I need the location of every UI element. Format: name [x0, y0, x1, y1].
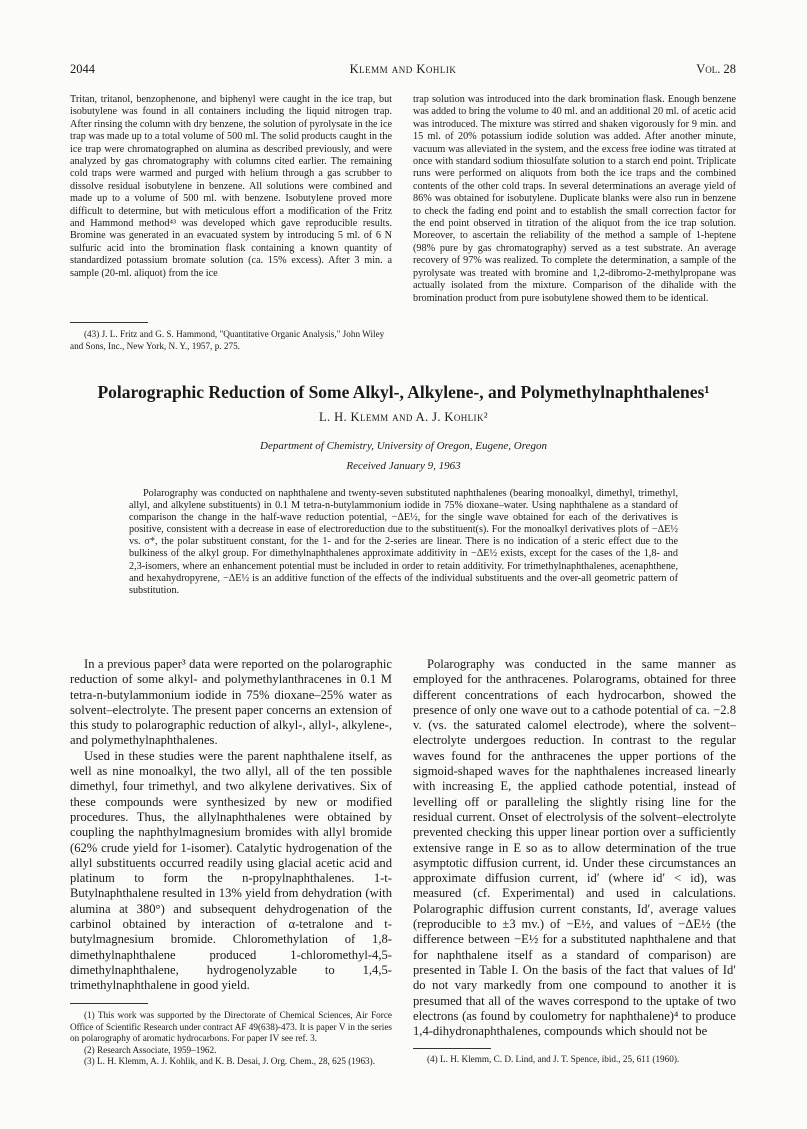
footnote-divider-top: [70, 322, 148, 323]
footnote-2: (2) Research Associate, 1959–1962.: [84, 1044, 217, 1055]
body-paragraph: Polarography was conducted in the same manner as employed for the anthracenes. Polarograms, obtained for three different concentrations of each hydrocarbon, showed the presence of only one wave out to a cathode potential of ca. −2.8 v. (vs. the saturated calomel electrode), where the solvent–electrolyte undergoes reduction. In contrast to the regular waves found for the anthracenes the upper portions of the sigmoid-shaped waves for the naphthalenes increased linearly with increasing E, the applied cathode potential, instead of levelling off or paralleling the slightly rising line for the residual current. Onset of electrolysis of the solvent–electrolyte prevented checking this upper linear portion over a sufficiently extensive range in E so as to allow determination of the true asymptotic diffusion current, id. Under these circumstances an approximate diffusion current, id′ (where id′ < id), was measured (cf. Experimental) and used in calculations. Polarographic diffusion current constants, Id′, average values (reproducible to ±3 mv.) of −E½, and values of −ΔE½ (the difference between −E½ for a substituted naphthalene and that for naphthalene itself as a standard of comparison) are presented in Table I. On the basis of the fact that values of Id′ do not vary markedly from one compound to another it is presumed that all of the waves correspond to the uptake of two electrons (as found by coulometry for naphthalene)⁴ to produce 1,4-dihydronaphthalenes, compounds which should not be: [413, 657, 736, 1039]
running-head: [70, 62, 736, 80]
abstract: [129, 488, 678, 597]
article-title: Polarographic Reduction of Some Alkyl-, Alkylene-, and Polymethylnaphthalenes¹: [97, 382, 710, 402]
footnote-43-text: (43) J. L. Fritz and G. S. Hammond, "Quantitative Organic Analysis," John Wiley and Sons, Inc., New York, N. Y., 1957, p. 275.: [70, 329, 385, 351]
prev-article-paragraph-right: trap solution was introduced into the dark bromination flask. Enough benzene was added to bring the volume to 40 ml. and an additional 20 ml. of acetic acid was introduced. The mixture was stirred and shaken vigorously for 9 min. and 15 ml. of 20% potassium iodide solution was added. After another minute, vacuum was alleviated in the system, and the excess free iodine was titrated at once with standard sodium thiosulfate solution to a starch end point. Triplicate runs were performed on aliquots from both the ice traps and the combined contents of the other cold traps. In several determinations an average yield of 86% was obtained for isobutylene. Duplicate blanks were also run in benzene to check the fading end point and to establish the small correction factor for the end point observed in titration of the aliquot from the ice trap solution. Moreover, to ascertain the reliability of the method a sample of 1-heptene (98% pure by gas chromatography) served as a test substrate. An average recovery of 97% was realized. To complete the determination, a sample of the pyrolysate was treated with bromine and 1,2-dibromo-2-methylpropane was actually isolated from the mixture. Comparison of the dihalide with the bromination product from pure isobutylene showed them to be identical.: [413, 94, 736, 304]
volume-label: Vol. 28: [696, 62, 736, 76]
running-head-authors: Klemm and Kohlik: [349, 62, 457, 76]
page-number: 2044: [70, 62, 95, 76]
prev-article-left-column: [70, 94, 392, 280]
article-affiliation: Department of Chemistry, University of Oregon, Eugene, Oregon: [260, 440, 547, 452]
body-paragraph: Used in these studies were the parent naphthalene itself, as well as nine monoalkyl, the two allyl, all of the ten possible dimethyl, four trimethyl, and two alkylene derivatives. Six of these compounds were synthesized by new or modified procedures. Thus, the allylnaphthalenes were obtained by coupling the naphthylmagnesium bromides with allyl bromide (62% crude yield for 1-isomer). Catalytic hydrogenation of the allyl substituents occurred readily using glacial acetic acid and platinum to form the n-propylnaphthalenes. 1-t-Butylnaphthalene resulted in 13% yield from dehydration (with alumina at 380°) and subsequent dehydrogenation of the carbinol obtained by interaction of α-tetralone and t-butylmagnesium bromide. Chloromethylation of 1,8-dimethylnaphthalene produced 1-chloromethyl-4,5-dimethylnaphthalene, hydrogenolyzable to 1,4,5-trimethylnaphthalene in good yield.: [70, 748, 392, 993]
prev-article-paragraph-left: Tritan, tritanol, benzophenone, and biphenyl were caught in the ice trap, but isobutylene was found in all containers including the liquid nitrogen trap. After rinsing the column with dry benzene, the solution of pyrolysate in the ice trap was made up to a total volume of 500 ml. The solid products caught in the ice trap were chromatographed on alumina as described previously, and were analyzed by gas chromatography with columns cited earlier. The remaining cold traps were warmed and purged with helium through a gas scrubber to dissolve residual isobutylene in benzene. All solutions were combined and made up to a volume of 500 ml. with benzene. Isobutylene proved more difficult to determine, but with meticulous effort a modification of the Fritz and Hammond method⁴³ was developed which gave reproducible results. Bromine was generated in an evacuated system by introducing 5 ml. of 6 N sulfuric acid into the bromination flask containing a known quantity of standardized potassium bromate solution (ca. 15% excess). After 3 min. a sample (20-ml. aliquot) from the ice: [70, 94, 392, 279]
received-date: Received January 9, 1963: [346, 460, 461, 472]
body-right-column: [413, 657, 736, 1039]
prev-article-right-column: [413, 94, 736, 305]
footnotes-left: [70, 1010, 392, 1068]
footnote-3: (3) L. H. Klemm, A. J. Kohlik, and K. B. Desai, J. Org. Chem., 28, 625 (1963).: [84, 1056, 375, 1067]
abstract-text: Polarography was conducted on naphthalene and twenty-seven substituted naphthalenes (bearing monoalkyl, dimethyl, trimethyl, allyl, and alkylene substituents) in 0.1 M tetra-n-butylammonium iodide in 75% dioxane–water. Using naphthalene as a standard of comparison the change in the half-wave reduction potential, −ΔE½, for the single wave obtained for each of the derivatives is positive, consistent with a decrease in ease of electroreduction due to the substituent(s). For the monoalkyl derivatives plots of −ΔE½ vs. σ*, the polar substituent constant, for the 1- and for the 2-series are linear. There is no indication of a steric effect due to the bulkiness of the alkyl group. For dimethylnaphthalenes approximate additivity in −ΔE½ exists, except for the cases of the 1,8- and 2,3-isomers, where an enhancement potential must be included in order to retain additivity. For trimethylnaphthalenes, acenaphthene, and hexahydropyrene, −ΔE½ is an additive function of the effects of the individual substituents and the over-all geometric pattern of substitution.: [129, 488, 678, 596]
footnote-divider-left: [70, 1003, 148, 1004]
footnote-1: (1) This work was supported by the Directorate of Chemical Sciences, Air Force Office of Scientific Research under contract AF 49(638)-473. It is paper V in the series on polarography of aromatic hydrocarbons. For paper IV see ref. 3.: [70, 1010, 392, 1044]
footnotes-right: [413, 1054, 736, 1066]
footnote-4: (4) L. H. Klemm, C. D. Lind, and J. T. Spence, ibid., 25, 611 (1960).: [427, 1054, 680, 1064]
body-left-column: [70, 657, 392, 994]
footnote-divider-right: [413, 1048, 491, 1049]
footnote-43: [70, 329, 392, 352]
article-authors: L. H. Klemm and A. J. Kohlik²: [318, 410, 488, 424]
body-paragraph: In a previous paper³ data were reported on the polarographic reduction of some alkyl- and polymethylanthracenes in 0.1 M tetra-n-butylammonium iodide in 75% dioxane–25% water as solvent–electrolyte. The present paper concerns an extension of this study to polarographic reduction of alkyl-, allyl-, alkylene-, and polymethylnaphthalenes.: [70, 657, 392, 748]
